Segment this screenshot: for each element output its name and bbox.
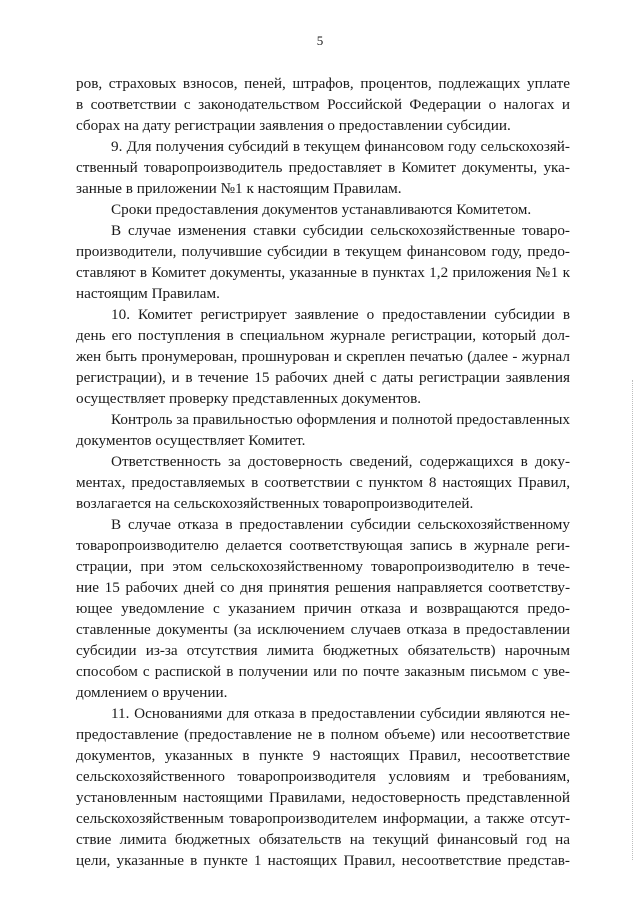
text-line: предоставление (предоставление не в полном объеме) или несоответствие	[76, 726, 570, 743]
text-line: регистрации), и в течение 15 рабочих дней с даты регистрации заявления	[76, 369, 570, 386]
text-line: сельскохозяйственного товаропроизводителя условиям и требованиям,	[76, 768, 570, 785]
document-body	[76, 73, 570, 871]
text-line: производители, получившие субсидии в текущем финансовом году, предо-	[76, 243, 570, 260]
text-line: Ответственность за достоверность сведений, содержащихся в доку-	[111, 453, 570, 470]
text-line: день его поступления в специальном журнале регистрации, который дол-	[76, 327, 570, 344]
text-line: установленным настоящими Правилами, недостоверность представленной	[76, 789, 570, 806]
text-line: документов, указанных в пункте 9 настоящих Правил, несоответствие	[76, 747, 570, 764]
scan-edge-marks	[632, 380, 635, 860]
text-line: ствие лимита бюджетных обязательств на текущий финансовый год на	[76, 831, 570, 848]
page-number: 5	[316, 33, 324, 48]
text-line: цели, указанные в пункте 1 настоящих Правил, несоответствие представ-	[76, 852, 570, 869]
text-line: Контроль за правильностью оформления и полнотой предоставленных	[111, 411, 571, 428]
text-line: возлагается на сельскохозяйственных товаропроизводителей.	[76, 495, 474, 512]
text-line: способом с распиской в получении или по почте заказным письмом с уве-	[76, 663, 570, 680]
text-line: ставленные документы (за исключением случаев отказа в предоставлении	[76, 621, 570, 638]
paragraph-start-11: 11. Основаниями для отказа в предоставлении субсидии являются не-	[111, 705, 570, 722]
text-line: ственный товаропроизводитель предоставляет в Комитет документы, ука-	[76, 159, 570, 176]
text-line: домлением о вручении.	[76, 684, 228, 701]
text-line: ние 15 рабочих дней со дня принятия решения направляется соответству-	[76, 579, 570, 596]
text-line: ющее уведомление с указанием причин отказа и возвращаются предо-	[76, 600, 570, 617]
text-line: ров, страховых взносов, пеней, штрафов, процентов, подлежащих уплате	[76, 75, 570, 92]
text-line: занные в приложении №1 к настоящим Правилам.	[76, 180, 402, 197]
text-line: документов осуществляет Комитет.	[76, 432, 306, 449]
paragraph-start-10: 10. Комитет регистрирует заявление о предоставлении субсидии в	[111, 306, 570, 323]
text-line: ментах, предоставляемых в соответствии с пунктом 8 настоящих Правил,	[76, 474, 570, 491]
text-line: В случае изменения ставки субсидии сельскохозяйственные товаро-	[111, 222, 570, 239]
text-line: ставляют в Комитет документы, указанные в пунктах 1,2 приложения №1 к	[76, 264, 570, 281]
text-line: настоящим Правилам.	[76, 285, 220, 302]
paragraph-start-9: 9. Для получения субсидий в текущем финансовом году сельскохозяй-	[111, 138, 570, 155]
text-line: субсидии из-за отсутствия лимита бюджетных обязательств) нарочным	[76, 642, 570, 659]
text-line: осуществляет проверку представленных документов.	[76, 390, 422, 407]
text-line: в соответствии с законодательством Российской Федерации о налогах и	[76, 96, 570, 113]
text-line: Сроки предоставления документов устанавливаются Комитетом.	[111, 201, 532, 218]
text-line: сборах на дату регистрации заявления о предоставлении субсидии.	[76, 117, 511, 134]
text-line: страции, при этом сельскохозяйственному товаропроизводителю в тече-	[76, 558, 570, 575]
text-line: жен быть пронумерован, прошнурован и скреплен печатью (далее - журнал	[76, 348, 570, 365]
text-line: товаропроизводителю делается соответствующая запись в журнале реги-	[76, 537, 570, 554]
text-line: сельскохозяйственным товаропроизводителем информации, а также отсут-	[76, 810, 570, 827]
text-line: В случае отказа в предоставлении субсидии сельскохозяйственному	[111, 516, 570, 533]
